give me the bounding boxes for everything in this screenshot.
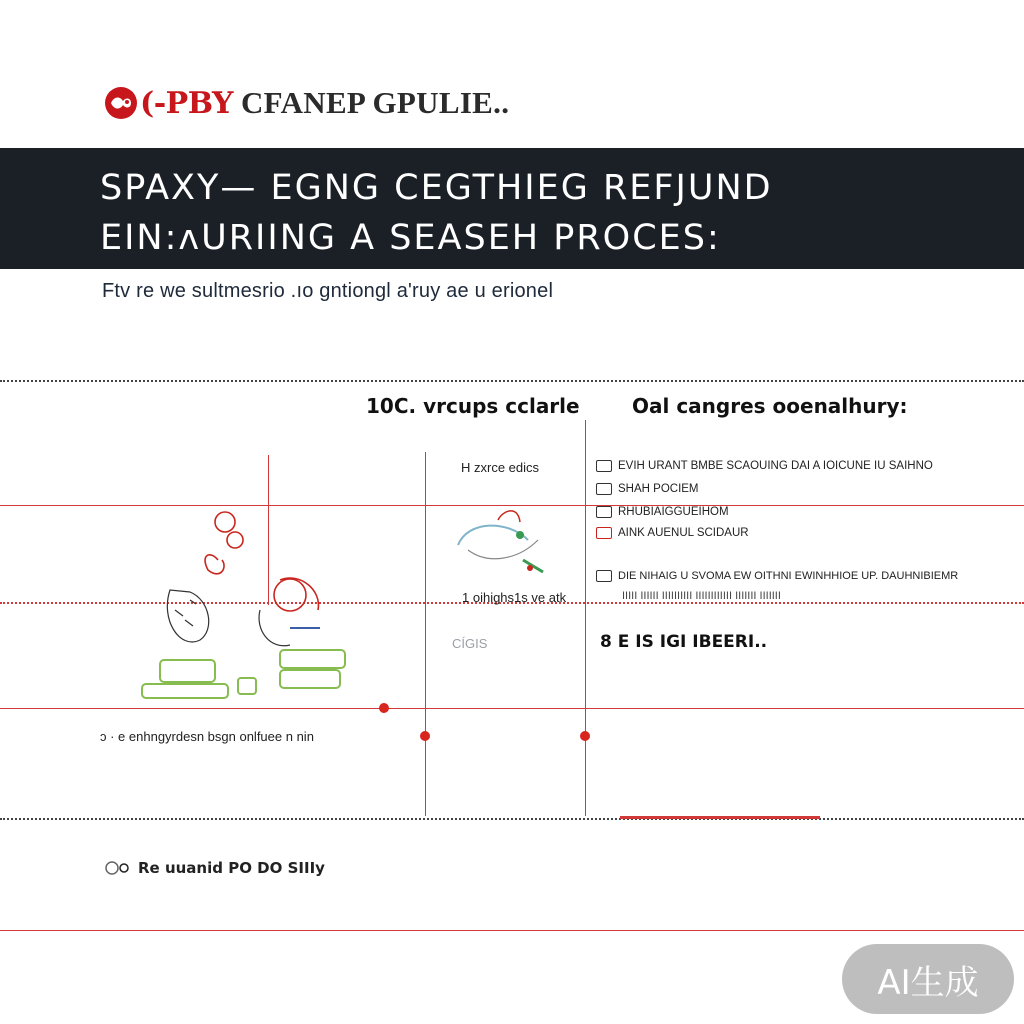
clipboard-icon <box>596 570 612 582</box>
column-header-1: 10C. vrcups cclarle <box>366 394 580 418</box>
network-illustration <box>448 500 568 590</box>
table-col-divider-2 <box>585 420 586 816</box>
ai-generated-badge: AI生成 <box>842 944 1014 1014</box>
legend-item-label: IIIII IIIIII IIIIIIIIII IIIIIIIIIIII IIIIIII IIIIIII <box>622 590 781 602</box>
grid-node-1 <box>379 703 389 713</box>
column-header-2: Oal cangres ooenalhury: <box>632 394 908 418</box>
legend-item <box>596 506 729 518</box>
legend-item <box>596 570 958 582</box>
legend-item-label: DIE NIHAIG U SVOMA EW OITHNI EWINHHIOE UP. DAUHNIBIEMR <box>618 570 959 582</box>
legend-item-label: AINK AUENUL SCIDAUR <box>618 527 749 539</box>
legend-item <box>596 527 749 539</box>
page-subtitle: Ftv re we sultmesrio .ıo gntiongl a'ruy ae u erionel <box>102 280 554 302</box>
page-title-line-2: EIN:ʌURIING A SEASEH PROCES: <box>100 218 721 258</box>
camera-icon <box>596 460 612 472</box>
cell-label-1: H zxrce edics <box>461 460 540 475</box>
gear-icon <box>104 858 130 878</box>
legend-item-label: EVIH URANT BMBE SCAOUING DAI A IOICUNE IU SAIHNO <box>618 460 933 472</box>
legend-item-label: RHUBIAIGGUEIHOM <box>618 506 729 518</box>
table-rule-4 <box>0 818 1024 820</box>
legend-item <box>596 483 699 495</box>
legend-item <box>596 460 933 472</box>
brand-header <box>104 80 509 126</box>
table-top-rule <box>0 380 1024 382</box>
document-icon <box>596 483 612 495</box>
brand-logo-icon <box>104 86 138 120</box>
grid-node-2 <box>420 731 430 741</box>
process-illustration <box>130 500 370 710</box>
table-footnote: ɔ · e enhngyrdesn bsgn onlfuee n nin <box>100 729 314 744</box>
legend-item-label: SHAH POCIEM <box>618 483 699 495</box>
legend-item <box>622 590 781 602</box>
folder-icon <box>596 506 612 518</box>
result-label: 8 E IS IGI IBEERI.. <box>600 632 768 652</box>
mail-icon <box>596 527 612 539</box>
grid-node-3 <box>580 731 590 741</box>
cell-label-3: CÍGIS <box>452 636 488 651</box>
table-accent-rule <box>620 816 820 819</box>
cell-label-2: 1 oihighs1s ve atk <box>462 590 567 605</box>
table-bottom-rule <box>0 930 1024 931</box>
brand-name: CFANEP GPULIE.. <box>240 85 510 120</box>
page-title-line-1: SPAXY— EGNG CEGTHIEG REFJUND <box>100 168 773 208</box>
footer-item <box>104 858 325 878</box>
table-col-divider-1 <box>425 452 426 816</box>
brand-prefix: (-PBY <box>140 85 233 121</box>
footer-item-label: Re uuanid PO DO SIIIy <box>138 859 325 877</box>
